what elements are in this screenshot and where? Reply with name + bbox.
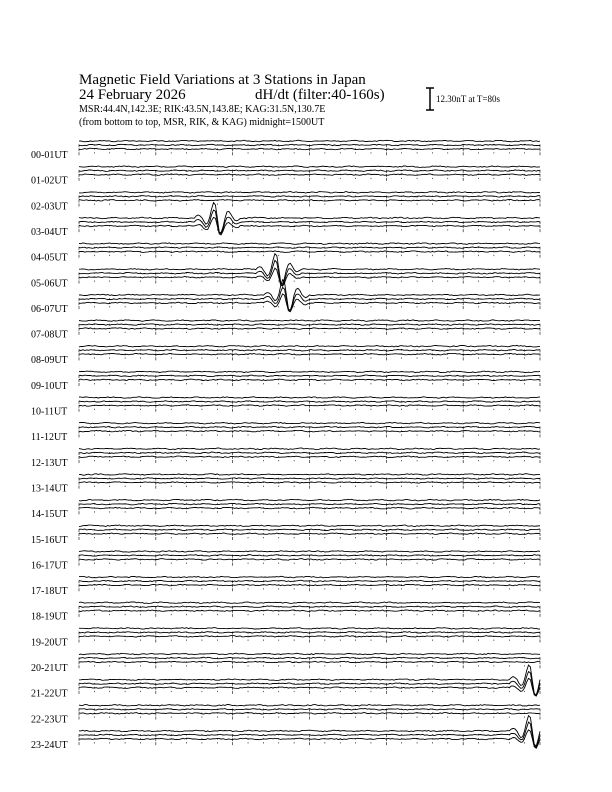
hour-label: 23-24UT <box>31 739 68 751</box>
hour-label: 02-03UT <box>31 201 68 213</box>
trace-kag <box>79 525 540 527</box>
trace-kag <box>79 422 540 424</box>
trace-kag <box>79 474 540 476</box>
hour-label: 07-08UT <box>31 329 68 341</box>
trace-kag <box>79 551 540 553</box>
station-coordinates: MSR:44.4N,142.3E; RIK:43.5N,143.8E; KAG:31.5N,130.7E <box>79 104 326 115</box>
trace-kag <box>79 254 540 285</box>
trace-kag <box>79 140 540 142</box>
trace-kag <box>79 602 540 604</box>
hour-label: 03-04UT <box>31 226 68 238</box>
hour-label: 09-10UT <box>31 380 68 392</box>
hour-label: 15-16UT <box>31 534 68 546</box>
hour-label: 00-01UT <box>31 150 68 161</box>
filter-info: dH/dt (filter:40-160s) <box>255 87 385 103</box>
trace-kag <box>79 203 540 233</box>
hour-label: 12-13UT <box>31 457 68 469</box>
hour-label: 17-18UT <box>31 586 68 598</box>
hour-label: 01-02UT <box>31 175 68 187</box>
trace-kag <box>79 705 540 707</box>
hour-label: 11-12UT <box>31 432 68 444</box>
trace-kag <box>79 345 540 347</box>
trace-kag <box>79 499 540 501</box>
scale-bar-label: 12.30nT at T=80s <box>436 94 500 104</box>
trace-kag <box>79 576 540 578</box>
hour-label: 08-09UT <box>31 355 68 367</box>
hour-label: 14-15UT <box>31 509 68 521</box>
hour-label: 16-17UT <box>31 560 68 572</box>
trace-kag <box>79 371 540 373</box>
trace-kag <box>79 243 540 245</box>
hour-label: 13-14UT <box>31 483 68 495</box>
station-order-note: (from bottom to top, MSR, RIK, & KAG) midnight=1500UT <box>79 117 325 128</box>
trace-msr <box>79 268 540 286</box>
hour-label: 06-07UT <box>31 303 68 315</box>
trace-kag <box>79 653 540 655</box>
hour-label: 20-21UT <box>31 663 68 674</box>
trace-kag <box>79 192 540 194</box>
hour-label: 22-23UT <box>31 714 68 726</box>
trace-kag <box>79 397 540 399</box>
hour-label: 05-06UT <box>31 278 68 290</box>
hour-label: 04-05UT <box>31 252 68 264</box>
hour-label: 19-20UT <box>31 637 68 649</box>
chart-date: 24 February 2026 <box>79 87 186 103</box>
hour-label: 10-11UT <box>31 406 68 418</box>
trace-msr <box>79 217 540 235</box>
hour-label: 18-19UT <box>31 611 68 623</box>
trace-kag <box>79 320 540 322</box>
trace-kag <box>79 716 540 747</box>
hour-label: 21-22UT <box>31 688 68 700</box>
chart-title: Magnetic Field Variations at 3 Stations in Japan <box>79 72 366 88</box>
trace-kag <box>79 166 540 168</box>
trace-kag <box>79 280 540 311</box>
trace-kag <box>79 628 540 630</box>
trace-kag <box>79 448 540 450</box>
trace-msr <box>79 730 540 748</box>
